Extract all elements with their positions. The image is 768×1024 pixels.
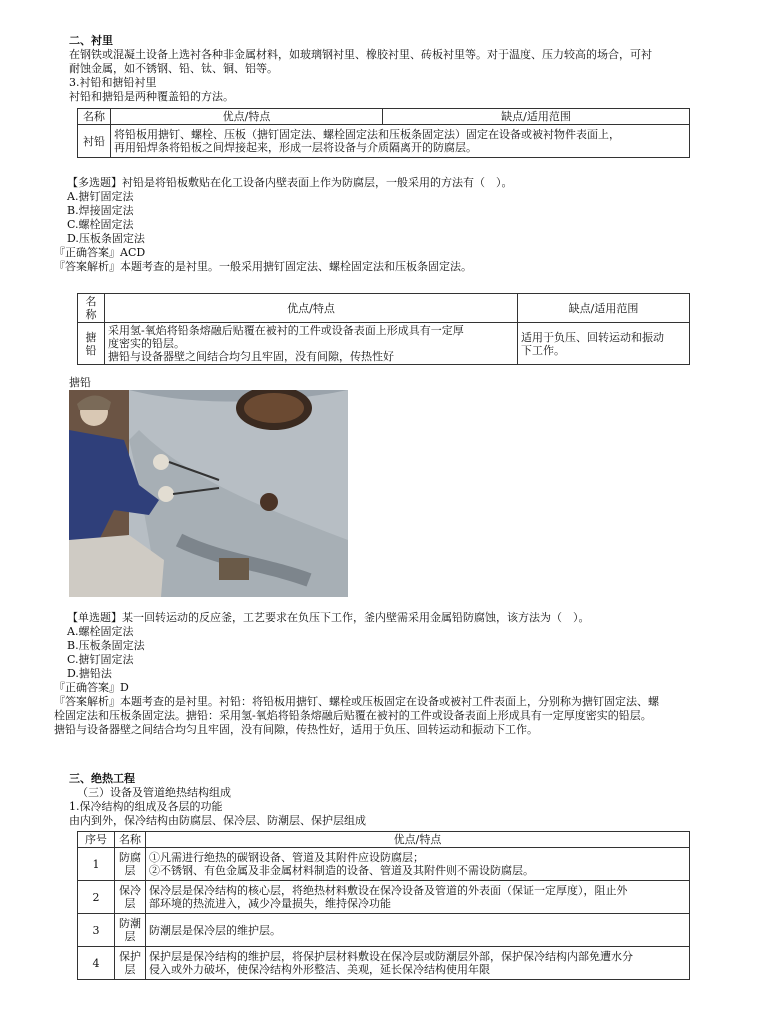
cell-line: 搪 <box>85 330 97 344</box>
subheading-1: 1.保冷结构的组成及各层的功能 <box>69 800 223 813</box>
cell-line: 名 <box>85 295 97 308</box>
cell-line: 搪铅与设备器壁之间结合均匀且牢固，没有间隙，传热性好 <box>108 350 394 363</box>
cell-line: 适用于负压、回转运动和振动 <box>521 330 664 344</box>
row-desc <box>146 947 690 980</box>
table-cell-name: 衬铅 <box>78 125 111 158</box>
row-name <box>115 881 146 914</box>
cell-line: 部环境的热流进入，减少冷量损失，维持保冷功能 <box>149 897 391 910</box>
table-header-disadvantages: 缺点/适用范围 <box>383 109 690 125</box>
table-row <box>78 914 690 947</box>
cell-line: ②不锈钢、有色金属及非金属材料制造的设备、管道及其附件则不需设防腐层。 <box>149 864 534 877</box>
row-no: 4 <box>78 947 115 980</box>
cell-line: 层 <box>124 963 136 976</box>
lining-intro <box>69 48 709 104</box>
answer-analysis-line-1: 『答案解析』本题考查的是衬里。衬铅：将铅板用搪钉、螺栓或压板固定在设备或被衬工件表面上，分别称为搪钉固定法、螺 <box>54 695 659 708</box>
subheading-desc: 衬铅和搪铅是两种覆盖铅的方法。 <box>69 90 234 103</box>
table-header-no: 序号 <box>78 832 115 848</box>
cell-line: 层 <box>124 930 136 943</box>
cell-line: 防腐 <box>119 851 141 864</box>
row-desc <box>146 881 690 914</box>
cell-line: 称 <box>85 308 97 321</box>
lead-coating-photo <box>69 390 348 597</box>
option-a: A.搪钉固定法 <box>67 190 134 203</box>
cell-line: 保冷 <box>119 884 141 897</box>
subheading-lead-lining: 3.衬铅和搪铅衬里 <box>69 76 157 89</box>
option-a: A.螺栓固定法 <box>67 625 134 638</box>
cell-line: 层 <box>124 864 136 877</box>
section-heading: 三、绝热工程 <box>69 772 135 785</box>
cell-line: 保护层是保冷结构的维护层，将保护层材料敷设在保冷层或防潮层外部，保护保冷结构内部免遭水分 <box>149 950 633 963</box>
table-header-name: 名称 <box>78 109 111 125</box>
cell-line: 度密实的铅层。 <box>108 337 185 350</box>
cell-line: 侵入或外力破坏，使保冷结构外形整洁、美观，延长保冷结构使用年限 <box>149 963 490 976</box>
row-desc <box>146 848 690 881</box>
cell-line: 保护 <box>119 950 141 963</box>
table-header-name: 名称 <box>115 832 146 848</box>
table-row <box>78 947 690 980</box>
table-cell-disadvantages <box>518 323 690 365</box>
cell-line: 采用氢-氧焰将铅条熔融后贴覆在被衬的工件或设备表面上形成具有一定厚 <box>108 324 464 337</box>
table-row <box>78 881 690 914</box>
photo-caption <box>69 376 91 390</box>
cell-line: 将铅板用搪钉、螺栓、压板（搪钉固定法、螺栓固定法和压板条固定法）固定在设备或被衬物件表面上， <box>114 128 620 141</box>
option-b: B.压板条固定法 <box>67 639 145 652</box>
table-header-name <box>78 294 105 323</box>
row-desc <box>146 914 690 947</box>
row-name <box>115 947 146 980</box>
table-cell-advantages <box>105 323 518 365</box>
cell-line: 铅 <box>85 343 97 357</box>
question-stem: 【单选题】某一回转运动的反应釜，工艺要求在负压下工作，釜内壁需采用金属铅防腐蚀，该方法为（ ）。 <box>67 611 590 624</box>
table-header-advantages: 优点/特点 <box>111 109 383 125</box>
table-header-advantages: 优点/特点 <box>146 832 690 848</box>
table-cell-name <box>78 323 105 365</box>
option-d: D.搪铅法 <box>67 667 112 680</box>
subheading: （三）设备及管道绝热结构组成 <box>77 786 231 799</box>
worker-welding-illustration <box>69 390 348 597</box>
section-heading: 二、衬里 <box>69 34 113 47</box>
option-b: B.焊接固定法 <box>67 204 134 217</box>
caption-text: 搪铅 <box>69 376 91 389</box>
subheading-desc: 由内到外，保冷结构由防腐层、保冷层、防潮层、保护层组成 <box>69 814 366 827</box>
row-no: 3 <box>78 914 115 947</box>
intro-line-1: 在钢铁或混凝土设备上选衬各种非金属材料，如玻璃钢衬里、橡胶衬里、砖板衬里等。对于温度、压力较高的场合，可衬 <box>69 48 652 61</box>
option-c: C.搪钉固定法 <box>67 653 134 666</box>
option-d: D.压板条固定法 <box>67 232 145 245</box>
table-header-disadvantages: 缺点/适用范围 <box>518 294 690 323</box>
section-insulation <box>69 772 366 828</box>
question-single <box>54 611 659 737</box>
section-lining <box>69 34 113 48</box>
answer-analysis: 『答案解析』本题考查的是衬里。一般采用搪钉固定法、螺栓固定法和压板条固定法。 <box>54 260 472 273</box>
cell-line: 再用铅焊条将铅板之间焊接起来，形成一层将设备与介质隔离开的防腐层。 <box>114 141 477 154</box>
table-cell-advantages <box>111 125 690 158</box>
cell-line: 防潮层是保冷层的维护层。 <box>149 923 281 937</box>
cold-insulation-table <box>77 831 690 980</box>
correct-answer: 『正确答案』D <box>54 681 129 694</box>
question-multi <box>54 176 513 274</box>
cell-line: 保冷层是保冷结构的核心层，将绝热材料敷设在保冷设备及管道的外表面（保证一定厚度），阻止外 <box>149 884 628 897</box>
row-name <box>115 848 146 881</box>
lead-lining-table <box>77 108 690 158</box>
cell-line: ①凡需进行绝热的碳钢设备、管道及其附件应设防腐层； <box>149 851 424 864</box>
row-no: 1 <box>78 848 115 881</box>
table-row <box>78 848 690 881</box>
option-c: C.螺栓固定法 <box>67 218 134 231</box>
question-stem: 【多选题】衬铅是将铅板敷贴在化工设备内壁表面上作为防腐层，一般采用的方法有（ ）。 <box>67 176 513 189</box>
table-header-advantages: 优点/特点 <box>105 294 518 323</box>
lead-coating-table <box>77 293 690 365</box>
cell-line: 层 <box>124 897 136 910</box>
cell-line: 下工作。 <box>521 343 565 357</box>
answer-analysis-line-3: 搪铅与设备器壁之间结合均匀且牢固，没有间隙，传热性好，适用于负压、回转运动和振动下工作。 <box>54 723 538 736</box>
intro-line-2: 耐蚀金属，如不锈钢、铅、钛、铜、铝等。 <box>69 62 278 75</box>
correct-answer: 『正确答案』ACD <box>54 246 146 259</box>
row-no: 2 <box>78 881 115 914</box>
answer-analysis-line-2: 栓固定法和压板条固定法。搪铅：采用氢-氧焰将铅条熔融后贴覆在被衬的工件或设备表面上形成具有一定厚度密实的铅层。 <box>54 709 652 722</box>
cell-line: 防潮 <box>119 917 141 930</box>
row-name <box>115 914 146 947</box>
